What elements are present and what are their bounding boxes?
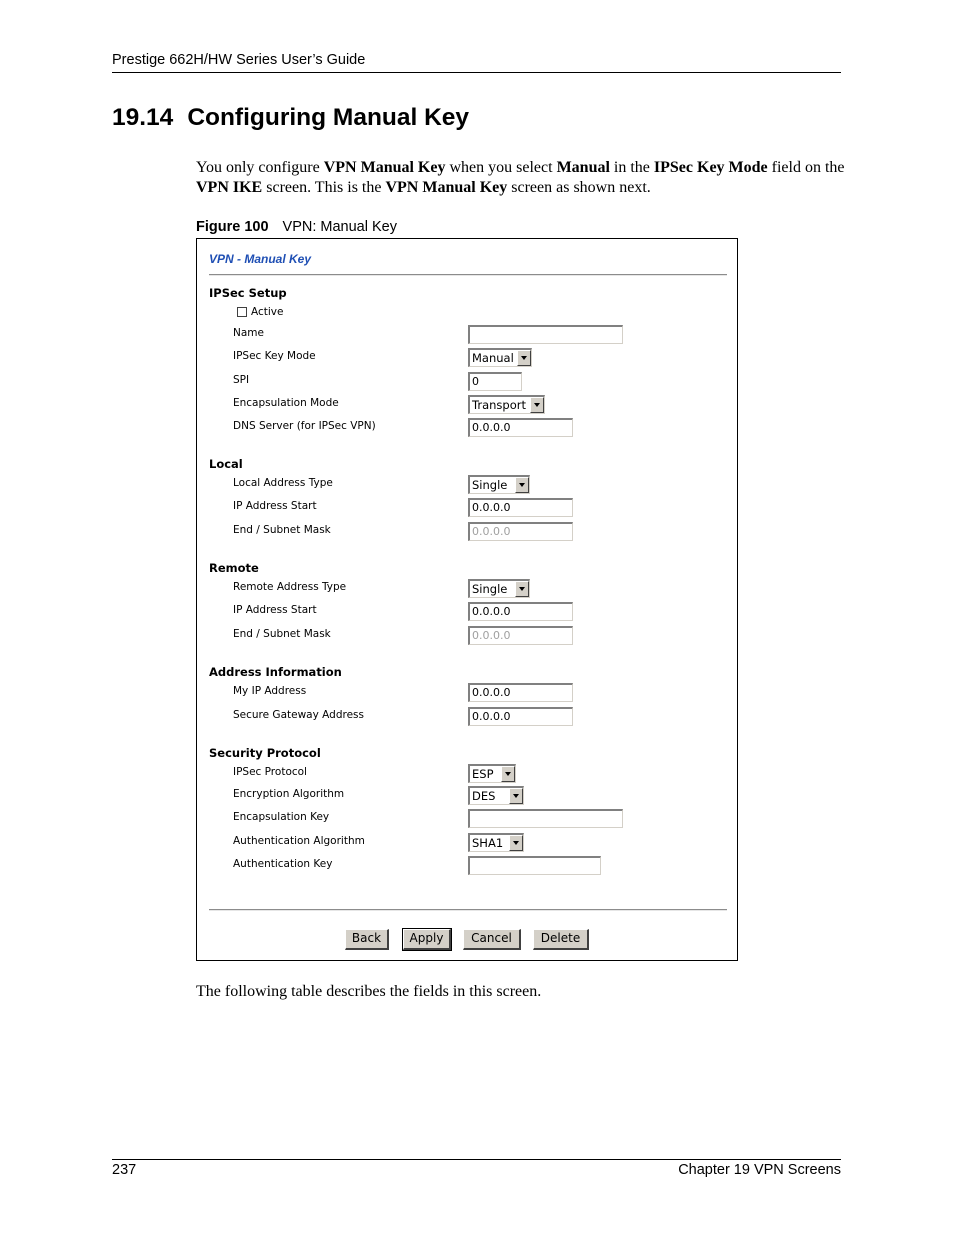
authentication-key-label: Authentication Key bbox=[233, 858, 333, 870]
active-label: Active bbox=[251, 306, 284, 318]
local-address-type-value: Single bbox=[472, 478, 508, 492]
intro-bold: IPSec Key Mode bbox=[653, 159, 768, 176]
authentication-algorithm-label: Authentication Algorithm bbox=[233, 835, 365, 847]
local-address-type-label: Local Address Type bbox=[233, 477, 333, 489]
ipsec-key-mode-value: Manual bbox=[472, 351, 514, 365]
name-label: Name bbox=[233, 327, 264, 339]
spi-input[interactable]: 0 bbox=[468, 372, 522, 391]
authentication-key-input[interactable] bbox=[468, 856, 601, 875]
delete-button[interactable]: Delete bbox=[533, 929, 589, 950]
local-heading: Local bbox=[209, 457, 243, 471]
buttons-divider bbox=[209, 909, 727, 911]
ipsec-key-mode-label: IPSec Key Mode bbox=[233, 350, 316, 362]
intro-text: field on the bbox=[767, 159, 845, 176]
spi-label: SPI bbox=[233, 374, 250, 386]
dns-server-label: DNS Server (for IPSec VPN) bbox=[233, 420, 376, 432]
section-heading: Configuring Manual Key bbox=[187, 104, 470, 131]
ipsec-protocol-label: IPSec Protocol bbox=[233, 766, 307, 778]
chevron-down-icon[interactable] bbox=[517, 350, 531, 366]
intro-text: screen as shown next. bbox=[507, 179, 651, 196]
local-address-type-select[interactable] bbox=[468, 475, 530, 494]
cancel-button[interactable]: Cancel bbox=[463, 929, 521, 950]
remote-end-mask-label: End / Subnet Mask bbox=[233, 628, 331, 640]
chapter-footer: Chapter 19 VPN Screens bbox=[678, 1162, 841, 1178]
encapsulation-mode-select[interactable] bbox=[468, 395, 545, 414]
ipsec-key-mode-select[interactable] bbox=[468, 348, 532, 367]
chevron-down-icon[interactable] bbox=[509, 835, 523, 851]
figure-caption bbox=[196, 219, 397, 235]
apply-button[interactable]: Apply bbox=[403, 929, 451, 950]
intro-bold: VPN Manual Key bbox=[385, 179, 508, 196]
chevron-down-icon[interactable] bbox=[501, 766, 515, 782]
encapsulation-mode-value: Transport bbox=[472, 398, 526, 412]
intro-paragraph bbox=[196, 158, 846, 198]
remote-address-type-value: Single bbox=[472, 582, 508, 596]
my-ip-address-input[interactable]: 0.0.0.0 bbox=[468, 683, 573, 702]
encryption-algorithm-value: DES bbox=[472, 789, 496, 803]
active-checkbox[interactable] bbox=[237, 307, 247, 317]
ipsec-protocol-select[interactable] bbox=[468, 764, 516, 783]
remote-heading: Remote bbox=[209, 561, 259, 575]
page-number: 237 bbox=[112, 1162, 137, 1178]
remote-end-mask-input[interactable]: 0.0.0.0 bbox=[468, 626, 573, 645]
title-divider bbox=[209, 274, 727, 276]
chevron-down-icon[interactable] bbox=[515, 477, 529, 493]
dns-server-input[interactable]: 0.0.0.0 bbox=[468, 418, 573, 437]
local-ip-start-input[interactable]: 0.0.0.0 bbox=[468, 498, 573, 517]
remote-address-type-label: Remote Address Type bbox=[233, 581, 347, 593]
section-number: 19.14 bbox=[112, 104, 174, 131]
local-ip-start-label: IP Address Start bbox=[233, 500, 317, 512]
intro-bold: VPN IKE bbox=[196, 179, 263, 196]
section-title bbox=[112, 104, 469, 132]
following-table-text: The following table describes the fields in this screen. bbox=[196, 983, 542, 1000]
ipsec-protocol-value: ESP bbox=[472, 767, 494, 781]
remote-address-type-select[interactable] bbox=[468, 579, 530, 598]
address-information-heading: Address Information bbox=[209, 665, 342, 679]
intro-text: You only configure bbox=[196, 159, 324, 176]
remote-ip-start-label: IP Address Start bbox=[233, 604, 317, 616]
back-button[interactable]: Back bbox=[345, 929, 389, 950]
name-input[interactable] bbox=[468, 325, 623, 344]
intro-bold: Manual bbox=[556, 159, 610, 176]
authentication-algorithm-value: SHA1 bbox=[472, 836, 504, 850]
encapsulation-mode-label: Encapsulation Mode bbox=[233, 397, 339, 409]
screen-title: VPN - Manual Key bbox=[209, 252, 312, 266]
security-protocol-heading: Security Protocol bbox=[209, 746, 321, 760]
chevron-down-icon[interactable] bbox=[515, 581, 529, 597]
header-rule bbox=[112, 72, 841, 73]
secure-gateway-input[interactable]: 0.0.0.0 bbox=[468, 707, 573, 726]
intro-text: screen. This is the bbox=[262, 179, 386, 196]
running-header: Prestige 662H/HW Series User’s Guide bbox=[112, 52, 366, 68]
encryption-algorithm-label: Encryption Algorithm bbox=[233, 788, 345, 800]
chevron-down-icon[interactable] bbox=[509, 788, 523, 804]
screenshot-frame bbox=[196, 238, 738, 961]
intro-text: in the bbox=[609, 159, 654, 176]
ipsec-setup-heading: IPSec Setup bbox=[209, 286, 287, 300]
encapsulation-key-label: Encapsulation Key bbox=[233, 811, 330, 823]
chevron-down-icon[interactable] bbox=[530, 397, 544, 413]
figure-label: Figure 100 bbox=[196, 219, 269, 235]
intro-text: when you select bbox=[445, 159, 557, 176]
encryption-algorithm-select[interactable] bbox=[468, 786, 524, 805]
figure-title: VPN: Manual Key bbox=[282, 219, 397, 235]
encapsulation-key-input[interactable] bbox=[468, 809, 623, 828]
secure-gateway-label: Secure Gateway Address bbox=[233, 709, 364, 721]
remote-ip-start-input[interactable]: 0.0.0.0 bbox=[468, 602, 573, 621]
local-end-mask-label: End / Subnet Mask bbox=[233, 524, 331, 536]
my-ip-address-label: My IP Address bbox=[233, 685, 307, 697]
intro-bold: VPN Manual Key bbox=[323, 159, 446, 176]
local-end-mask-input[interactable]: 0.0.0.0 bbox=[468, 522, 573, 541]
authentication-algorithm-select[interactable] bbox=[468, 833, 524, 852]
footer-rule bbox=[112, 1159, 841, 1160]
